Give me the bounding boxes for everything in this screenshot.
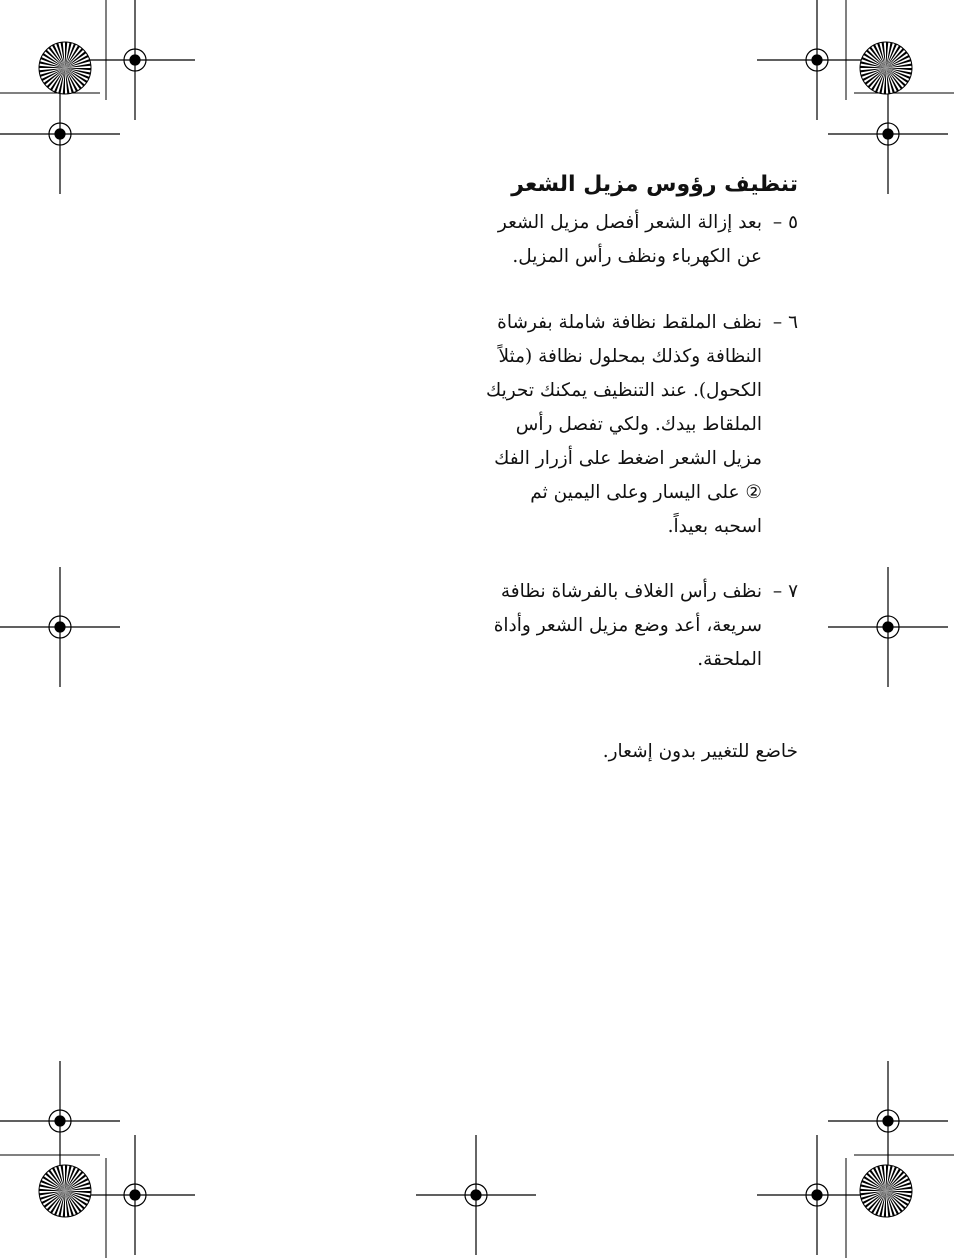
registration-mark (75, 1135, 195, 1255)
footer-note: خاضع للتغيير بدون إشعار. (602, 741, 798, 762)
page-heading: تنظيف رؤوس مزيل الشعر (511, 172, 798, 197)
registration-mark (0, 567, 120, 687)
registration-mark (75, 0, 195, 120)
step-number: ٥ – (772, 212, 798, 233)
step-text: بعد إزالة الشعر أفصل مزيل الشعر عن الكهرباء ونظف رأس المزيل. (497, 212, 762, 267)
starburst-target-icon (39, 42, 91, 94)
step-5 (478, 206, 798, 274)
starburst-target-icon (860, 1165, 912, 1217)
starburst-target-icon (860, 42, 912, 94)
step-6 (478, 306, 798, 544)
starburst-target-icon (39, 1165, 91, 1217)
step-number: ٧ – (772, 581, 798, 602)
registration-mark (0, 1061, 120, 1181)
registration-mark (416, 1135, 536, 1255)
registration-mark (828, 567, 948, 687)
step-text: نظف رأس الغلاف بالفرشاة نظافة سريعة، أعد وضع مزيل الشعر وأداة الملحقة. (493, 581, 762, 670)
registration-mark (757, 0, 877, 120)
step-7 (478, 575, 798, 677)
step-text: نظف الملقط نظافة شاملة بفرشاة النظافة وكذلك بمحلول نظافة (مثلاً الكحول). عند التنظيف يمكنك تحريك الملقاط بيدك. ولكي تفصل رأس مزيل الشعر اضغط على أزرار الفك ② على اليسار وعلى اليمين ثم اسحبه بعيداً. (485, 312, 762, 537)
step-number: ٦ – (772, 312, 798, 333)
registration-mark (757, 1135, 877, 1255)
